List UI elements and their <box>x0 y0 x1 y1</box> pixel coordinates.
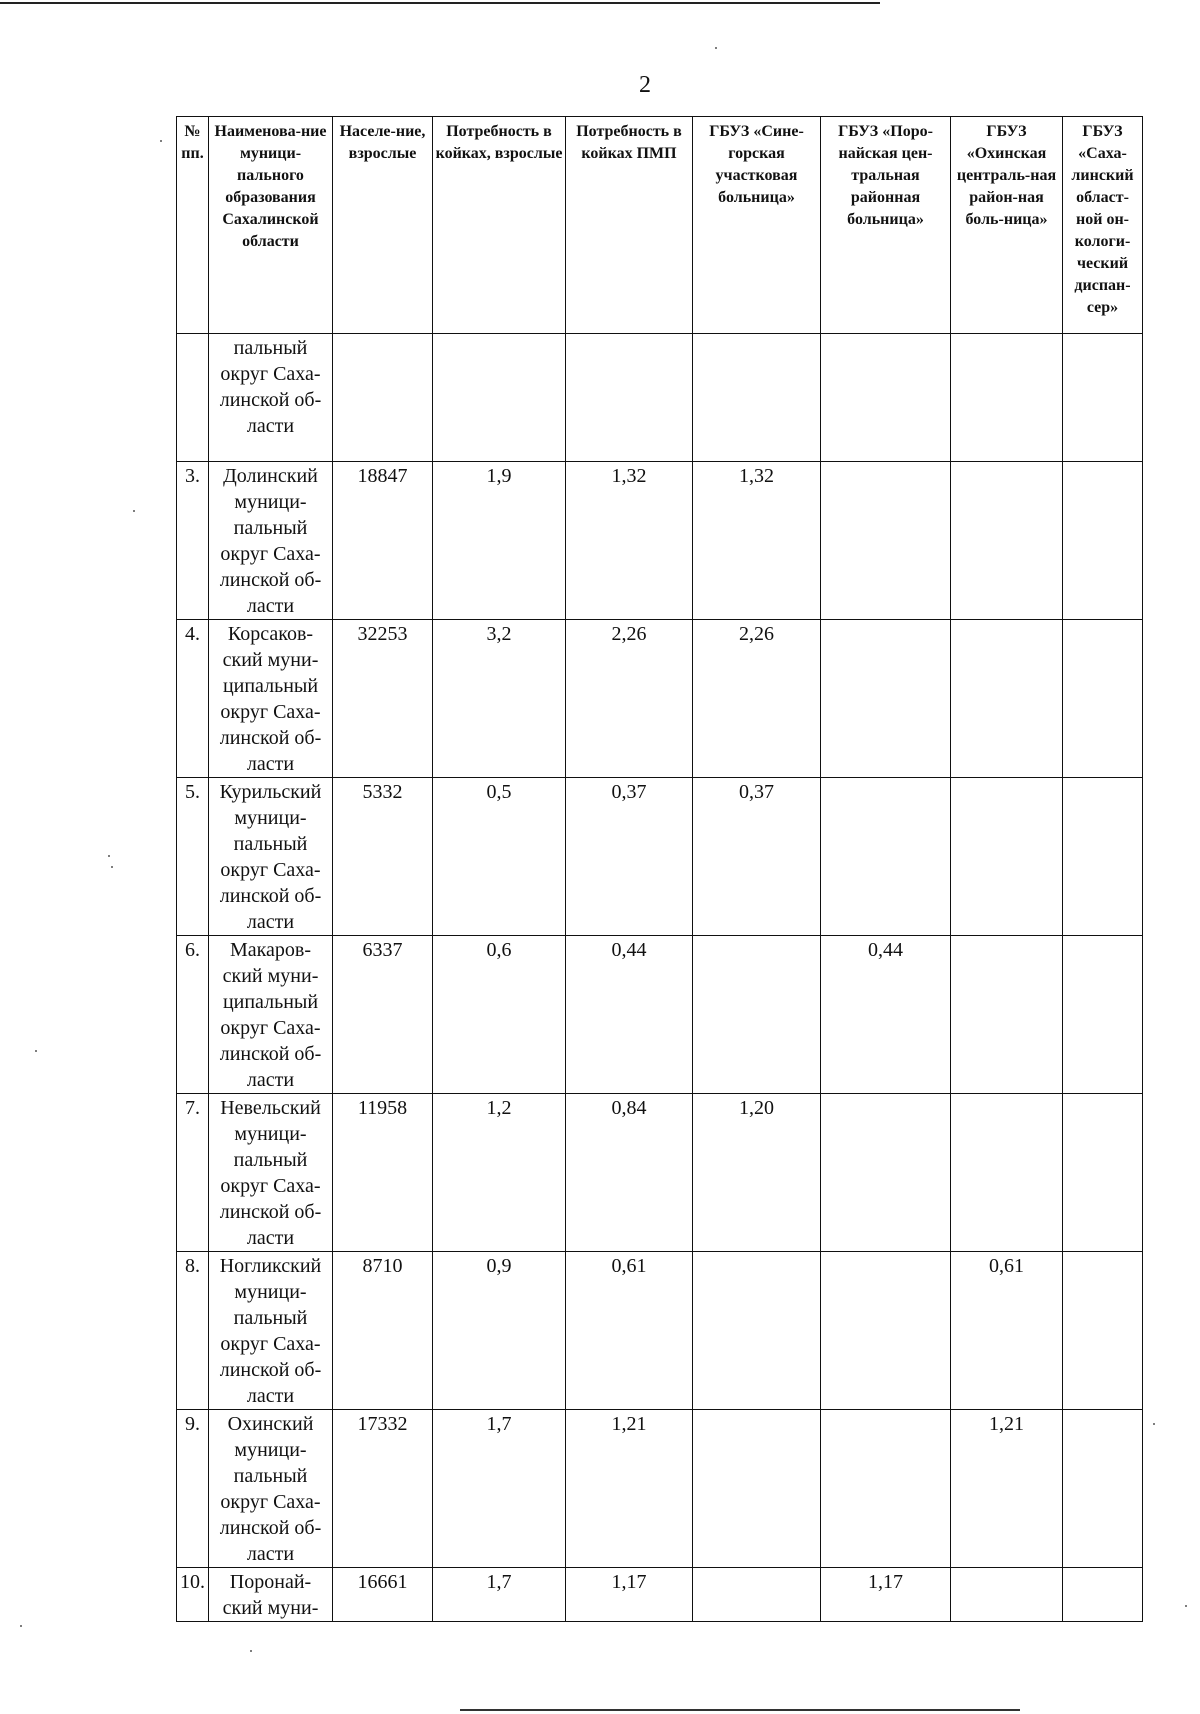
table-row <box>177 936 1143 1094</box>
cell-okha <box>951 620 1063 778</box>
cell-sinegorsk <box>693 936 821 1094</box>
table-row <box>177 462 1143 620</box>
cell-oncology <box>1063 1410 1143 1568</box>
cell-sinegorsk <box>693 334 821 462</box>
cell-population: 5332 <box>333 778 433 936</box>
cell-oncology <box>1063 778 1143 936</box>
table-header-row <box>177 117 1143 334</box>
table-row <box>177 778 1143 936</box>
header-poronaysk-hospital: ГБУЗ «Поро-найская цен-тральная районная больница» <box>821 117 951 334</box>
scan-speck <box>250 1650 252 1652</box>
cell-oncology <box>1063 1568 1143 1622</box>
cell-beds-pmp: 0,61 <box>566 1252 693 1410</box>
scan-speck <box>1185 1605 1187 1607</box>
cell-poronaysk: 1,17 <box>821 1568 951 1622</box>
cell-population: 16661 <box>333 1568 433 1622</box>
cell-population: 6337 <box>333 936 433 1094</box>
cell-okha <box>951 778 1063 936</box>
table-row <box>177 620 1143 778</box>
cell-beds-pmp: 1,17 <box>566 1568 693 1622</box>
cell-beds-pmp: 0,44 <box>566 936 693 1094</box>
table-row <box>177 1410 1143 1568</box>
cell-municipality: Поронай-ский муни- <box>209 1568 333 1622</box>
scan-speck <box>160 140 162 142</box>
header-number: № пп. <box>177 117 209 334</box>
scan-speck <box>111 866 113 868</box>
table-row <box>177 334 1143 462</box>
beds-distribution-table <box>176 116 1143 1622</box>
header-beds-pmp: Потребность в койках ПМП <box>566 117 693 334</box>
cell-poronaysk <box>821 1094 951 1252</box>
cell-population: 17332 <box>333 1410 433 1568</box>
cell-poronaysk: 0,44 <box>821 936 951 1094</box>
scan-speck <box>20 1625 22 1627</box>
cell-municipality: Корсаков-ский муни-ципальный округ Саха-линской об-ласти <box>209 620 333 778</box>
header-oncology-dispensary: ГБУЗ «Саха-линский област-ной он-кологи-ческий диспан-сер» <box>1063 117 1143 334</box>
cell-population: 11958 <box>333 1094 433 1252</box>
scan-speck <box>35 1050 37 1052</box>
cell-sinegorsk <box>693 1410 821 1568</box>
cell-beds-adult: 0,6 <box>433 936 566 1094</box>
table-row <box>177 1094 1143 1252</box>
cell-number: 4. <box>177 620 209 778</box>
cell-beds-pmp: 0,37 <box>566 778 693 936</box>
cell-oncology <box>1063 1252 1143 1410</box>
cell-poronaysk <box>821 1410 951 1568</box>
scan-speck <box>1153 1423 1155 1425</box>
cell-population: 18847 <box>333 462 433 620</box>
cell-sinegorsk: 0,37 <box>693 778 821 936</box>
scan-speck <box>108 855 110 857</box>
table-row <box>177 1252 1143 1410</box>
cell-municipality: Долинский муници-пальный округ Саха-линской об-ласти <box>209 462 333 620</box>
cell-population: 32253 <box>333 620 433 778</box>
cell-municipality: Охинский муници-пальный округ Саха-линской об-ласти <box>209 1410 333 1568</box>
cell-number: 8. <box>177 1252 209 1410</box>
cell-okha: 0,61 <box>951 1252 1063 1410</box>
bottom-scan-rule <box>460 1709 1020 1711</box>
cell-beds-adult: 1,9 <box>433 462 566 620</box>
cell-beds-adult <box>433 334 566 462</box>
cell-beds-pmp: 1,21 <box>566 1410 693 1568</box>
cell-okha <box>951 462 1063 620</box>
cell-beds-adult: 3,2 <box>433 620 566 778</box>
cell-sinegorsk <box>693 1568 821 1622</box>
cell-poronaysk <box>821 1252 951 1410</box>
cell-municipality: пальный округ Саха-линской об-ласти <box>209 334 333 462</box>
cell-beds-pmp: 1,32 <box>566 462 693 620</box>
header-municipality: Наименова-ние муници-пального образования Сахалинской области <box>209 117 333 334</box>
header-beds-adult: Потребность в койках, взрослые <box>433 117 566 334</box>
cell-poronaysk <box>821 462 951 620</box>
cell-okha <box>951 936 1063 1094</box>
cell-beds-adult: 0,5 <box>433 778 566 936</box>
cell-municipality: Курильский муници-пальный округ Саха-линской об-ласти <box>209 778 333 936</box>
header-population: Населе-ние, взрослые <box>333 117 433 334</box>
cell-oncology <box>1063 1094 1143 1252</box>
cell-okha <box>951 334 1063 462</box>
scan-speck <box>133 510 135 512</box>
page-number: 2 <box>639 72 651 98</box>
cell-number: 6. <box>177 936 209 1094</box>
cell-population: 8710 <box>333 1252 433 1410</box>
cell-okha <box>951 1568 1063 1622</box>
cell-oncology <box>1063 462 1143 620</box>
cell-beds-pmp: 0,84 <box>566 1094 693 1252</box>
cell-oncology <box>1063 334 1143 462</box>
cell-municipality: Невельский муници-пальный округ Саха-линской об-ласти <box>209 1094 333 1252</box>
cell-beds-pmp <box>566 334 693 462</box>
cell-okha: 1,21 <box>951 1410 1063 1568</box>
cell-poronaysk <box>821 334 951 462</box>
cell-beds-adult: 1,2 <box>433 1094 566 1252</box>
cell-number: 7. <box>177 1094 209 1252</box>
cell-poronaysk <box>821 778 951 936</box>
cell-beds-adult: 0,9 <box>433 1252 566 1410</box>
cell-poronaysk <box>821 620 951 778</box>
cell-sinegorsk: 1,32 <box>693 462 821 620</box>
cell-number: 5. <box>177 778 209 936</box>
cell-population <box>333 334 433 462</box>
cell-number: 10. <box>177 1568 209 1622</box>
cell-municipality: Ногликский муници-пальный округ Саха-линской об-ласти <box>209 1252 333 1410</box>
cell-number: 3. <box>177 462 209 620</box>
cell-sinegorsk <box>693 1252 821 1410</box>
cell-municipality: Макаров-ский муни-ципальный округ Саха-линской об-ласти <box>209 936 333 1094</box>
cell-okha <box>951 1094 1063 1252</box>
header-okha-hospital: ГБУЗ «Охинская централь-ная район-ная боль-ница» <box>951 117 1063 334</box>
scan-speck <box>715 47 717 49</box>
cell-sinegorsk: 2,26 <box>693 620 821 778</box>
cell-oncology <box>1063 936 1143 1094</box>
top-scan-rule <box>0 2 880 4</box>
cell-oncology <box>1063 620 1143 778</box>
cell-sinegorsk: 1,20 <box>693 1094 821 1252</box>
table-row <box>177 1568 1143 1622</box>
cell-beds-pmp: 2,26 <box>566 620 693 778</box>
cell-number: 9. <box>177 1410 209 1568</box>
cell-beds-adult: 1,7 <box>433 1410 566 1568</box>
cell-number <box>177 334 209 462</box>
header-sinegorsk-hospital: ГБУЗ «Сине-горская участковая больница» <box>693 117 821 334</box>
cell-beds-adult: 1,7 <box>433 1568 566 1622</box>
